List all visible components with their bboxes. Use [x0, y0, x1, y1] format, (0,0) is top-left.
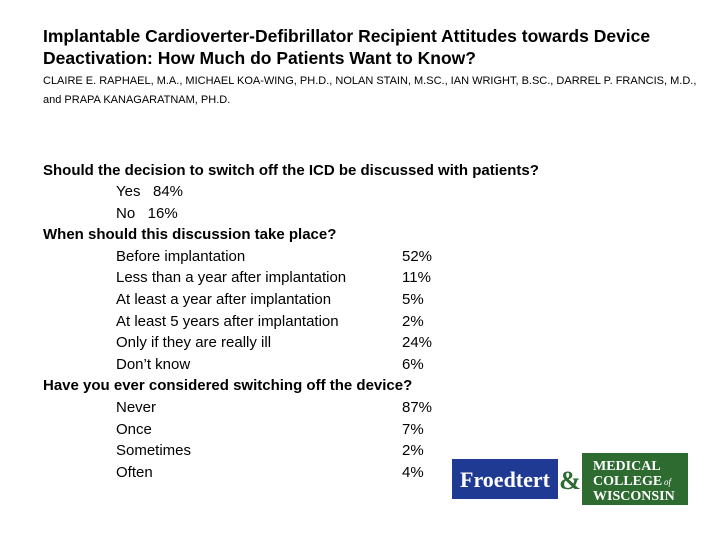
answer-label: At least 5 years after implantation — [116, 313, 339, 330]
logo-medical-text: MEDICAL — [593, 459, 661, 474]
answer-percent: 4% — [402, 464, 424, 481]
answer-percent: 2% — [402, 442, 424, 459]
answer-percent: 52% — [402, 248, 433, 265]
answer-percent: 6% — [402, 356, 424, 373]
answer-percent: 11% — [402, 269, 431, 286]
answer-label: Only if they are really ill — [116, 334, 272, 351]
answer-percent: 24% — [402, 334, 433, 351]
logo-wisconsin-text: WISCONSIN — [593, 489, 675, 504]
author-list: CLAIRE E. RAPHAEL, M.A., MICHAEL KOA-WING, PH.D., NOLAN STAIN, M.SC., IAN WRIGHT, B.SC., DARREL P. FRANCIS, M.D., and PRAPA KANAGARATNAM, PH.D. — [43, 75, 697, 106]
froedtert-mcw-logo — [452, 453, 688, 505]
answer-percent: 87% — [402, 399, 433, 416]
answer-label: Before implantation — [116, 248, 246, 265]
answer-label: Never — [116, 399, 157, 416]
answer-yes: Yes 84% — [116, 183, 183, 200]
question-2: When should this discussion take place? — [43, 226, 337, 243]
logo-ampersand: & — [559, 466, 581, 495]
answer-percent: 5% — [402, 291, 424, 308]
answer-percent: 7% — [402, 421, 424, 438]
logo-froedtert-text: Froedtert — [460, 467, 550, 492]
slide-title: Implantable Cardioverter-Defibrillator Recipient Attitudes towards Device Deactivation: How Much do Patients Want to Know? — [43, 26, 651, 68]
answer-label: Once — [116, 421, 152, 438]
question-1: Should the decision to switch off the ICD be discussed with patients? — [43, 162, 539, 179]
answer-label: Often — [116, 464, 153, 481]
logo-of-text: of — [664, 477, 672, 487]
answer-label: At least a year after implantation — [116, 291, 332, 308]
answer-no: No 16% — [116, 205, 178, 222]
answer-label: Don’t know — [116, 356, 191, 373]
answer-label: Less than a year after implantation — [116, 269, 347, 286]
answer-label: Sometimes — [116, 442, 192, 459]
question-3: Have you ever considered switching off the device? — [43, 377, 413, 394]
answer-percent: 2% — [402, 313, 424, 330]
logo-college-text: COLLEGE — [593, 474, 663, 489]
